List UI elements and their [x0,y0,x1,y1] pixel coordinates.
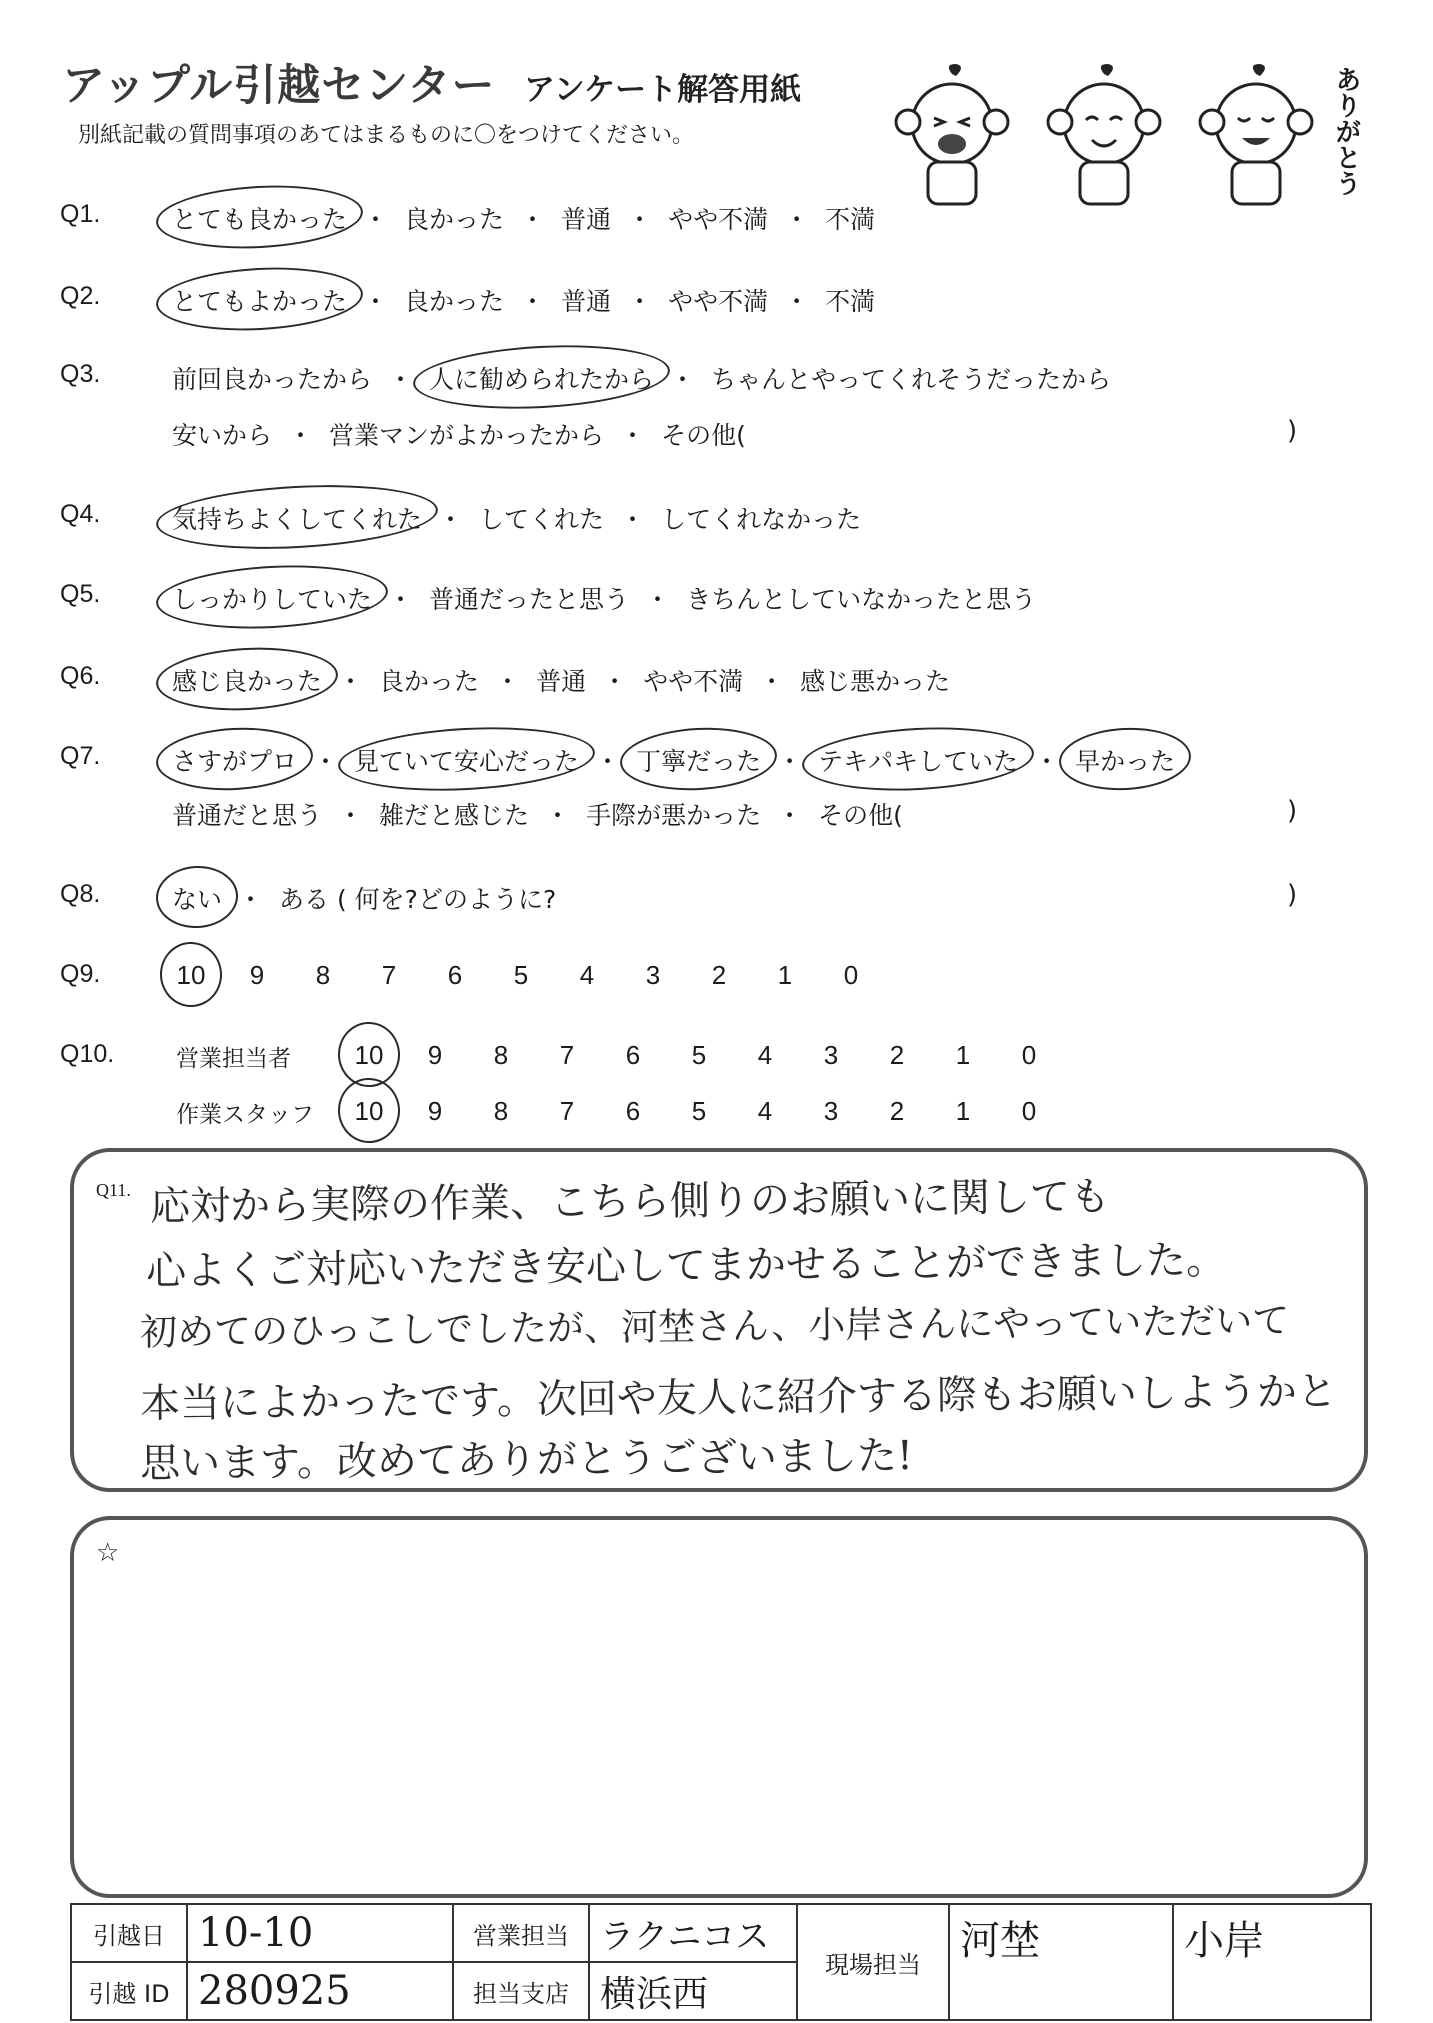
q2-label: Q2. [60,282,101,310]
q2-option[interactable]: やや不満 [668,287,769,316]
q7-option[interactable]: 丁寧だった [636,742,761,778]
q10-score[interactable]: 4 [757,1096,773,1126]
star-icon: ☆ [96,1538,120,1568]
q9-score[interactable]: 6 [447,960,463,990]
q3-option[interactable]: 安いから [172,421,273,450]
monkey-laughing-icon [888,62,1018,212]
q4-label: Q4. [60,500,101,528]
q1-option[interactable]: 不満 [825,205,876,234]
q10-score[interactable]: 0 [1021,1040,1037,1070]
q10-score[interactable]: 9 [427,1040,443,1070]
q10-score[interactable]: 5 [691,1096,707,1126]
q7-option[interactable]: テキパキしていた [818,742,1018,778]
q2-options: とてもよかった ・ 良かった ・ 普通 ・ やや不満 ・ 不満 [172,282,875,318]
q7-option[interactable]: 早かった [1075,742,1175,778]
q7-options-line1: さすがプロ ・ 見ていて安心だった ・ 丁寧だった ・ テキパキしていた ・ 早かった [172,742,1175,778]
q5-label: Q5. [60,580,101,608]
footer-table [70,1903,1372,2021]
q7-label: Q7. [60,742,101,770]
q3-options-line2: 安いから ・ 営業マンがよかったから ・ その他( [172,416,746,452]
site-staff-1[interactable]: 河埜 [949,1904,1173,2020]
q6-label: Q6. [60,662,101,690]
q5-option[interactable]: しっかりしていた [172,580,372,616]
moving-date-label: 引越日 [71,1904,187,1962]
q7-option[interactable]: 見ていて安心だった [354,742,579,778]
q9-score[interactable]: 10 [158,960,224,991]
q6-option[interactable]: 感じ良かった [172,662,322,698]
q8-option[interactable]: ある ( 何を?どのように? [279,885,557,914]
q9-score[interactable]: 9 [249,960,265,990]
q3-option[interactable]: 前回良かったから [172,365,373,394]
q9-score[interactable]: 5 [513,960,529,990]
q3-label: Q3. [60,360,101,388]
q1-options: とても良かった ・ 良かった ・ 普通 ・ やや不満 ・ 不満 [172,200,875,236]
moving-id-label: 引越 ID [71,1962,187,2020]
q9-score[interactable]: 7 [381,960,397,990]
q2-option[interactable]: とてもよかった [172,282,347,318]
moving-id-value[interactable]: 280925 [187,1962,453,2020]
branch-label: 担当支店 [453,1962,589,2020]
q7-options-line2: 普通だと思う ・ 雑だと感じた ・ 手際が悪かった ・ その他( [172,796,903,832]
q10-sales-scores [336,1040,1062,1071]
q9-score[interactable]: 0 [843,960,859,990]
q7-option[interactable]: その他( [818,801,903,830]
q4-option[interactable]: してくれなかった [661,505,862,534]
form-title: アンケート解答用紙 [524,72,802,108]
q5-options: しっかりしていた ・ 普通だったと思う ・ きちんとしていなかったと思う [172,580,1036,616]
q2-option[interactable]: 良かった [404,287,505,316]
q8-options: ない ・ ある ( 何を?どのように? [172,880,556,916]
monkey-smiling-icon [1040,62,1170,212]
comment-line: 心よくご対応いただき安心してまかせることができました。 [145,1237,1227,1295]
q10-staff-scores [336,1096,1062,1127]
q9-score[interactable]: 8 [315,960,331,990]
q1-option[interactable]: やや不満 [668,205,769,234]
q9-score[interactable]: 2 [711,960,727,990]
site-label: 現場担当 [797,1904,949,2020]
q1-option[interactable]: とても良かった [172,200,347,236]
q10-score[interactable]: 7 [559,1040,575,1070]
thanks-text: ありがとう [1331,66,1361,196]
q7-option[interactable]: さすがプロ [172,742,297,778]
q1-option[interactable]: 普通 [561,205,612,234]
q5-option[interactable]: きちんとしていなかったと思う [686,585,1037,614]
q2-option[interactable]: 不満 [825,287,876,316]
q6-option[interactable]: 良かった [379,667,480,696]
memo-box[interactable] [70,1516,1368,1898]
q10-sales-label: 営業担当者 [176,1046,291,1072]
q7-option[interactable]: 手際が悪かった [586,801,762,830]
q9-score[interactable]: 3 [645,960,661,990]
q8-option[interactable]: ない [172,880,222,916]
q10-score[interactable]: 4 [757,1040,773,1070]
q9-score[interactable]: 4 [579,960,595,990]
q3-option[interactable]: その他( [661,421,746,450]
q5-option[interactable]: 普通だったと思う [429,585,630,614]
comment-line: 応対から実際の作業、こちら側りのお願いに関しても [149,1173,1111,1231]
q11-label: Q11. [96,1180,131,1200]
q4-options: 気持ちよくしてくれた ・ してくれた ・ してくれなかった [172,500,861,536]
q6-option[interactable]: やや不満 [643,667,744,696]
q2-option[interactable]: 普通 [561,287,612,316]
q3-option[interactable]: 人に勧められたから [429,360,654,396]
q9-score[interactable]: 1 [777,960,793,990]
sales-label: 営業担当 [453,1904,589,1962]
q10-score[interactable]: 6 [625,1040,641,1070]
moving-date-value[interactable]: 10-10 [187,1904,453,1962]
q10-score[interactable]: 1 [955,1096,971,1126]
q4-option[interactable]: 気持ちよくしてくれた [172,500,422,536]
comment-line: 初めてのひっこしでしたが、河埜さん、小岸さんにやっていただいて [139,1298,1290,1355]
q10-score[interactable]: 8 [493,1096,509,1126]
comment-line: 本当によかったです。次回や友人に紹介する際もお願いしようかと [139,1368,1338,1428]
q3-close-paren: ) [1287,416,1298,446]
company-name: アップル引越センター [62,61,496,111]
q6-option[interactable]: 感じ悪かった [800,667,951,696]
q10-score[interactable]: 3 [823,1040,839,1070]
q10-score[interactable]: 1 [955,1040,971,1070]
sales-value[interactable]: ラクニコス [589,1904,797,1962]
q10-score[interactable]: 9 [427,1096,443,1126]
q6-option[interactable]: 普通 [536,667,587,696]
q10-score[interactable]: 6 [625,1096,641,1126]
q10-score[interactable]: 10 [336,1040,402,1071]
q1-label: Q1. [60,200,101,228]
comment-line: 思います。改めてありがとうございました! [139,1432,914,1488]
q1-option[interactable]: 良かった [404,205,505,234]
branch-value[interactable]: 横浜西 [589,1962,797,2020]
q10-staff-label: 作業スタッフ [176,1102,314,1128]
q7-close-paren: ) [1287,796,1298,826]
site-staff-2[interactable]: 小岸 [1173,1904,1371,2020]
q10-score[interactable]: 8 [493,1040,509,1070]
q3-options-line1: 前回良かったから ・ 人に勧められたから ・ ちゃんとやってくれそうだったから [172,360,1111,396]
instructions: 別紙記載の質問事項のあてはまるものに〇をつけてください。 [78,123,695,148]
q9-label: Q9. [60,960,101,988]
q10-score[interactable]: 10 [336,1096,402,1127]
q8-label: Q8. [60,880,101,908]
monkey-happy-icon [1192,62,1322,212]
q4-option[interactable]: してくれた [479,505,605,534]
q10-score[interactable]: 0 [1021,1096,1037,1126]
q10-score[interactable]: 2 [889,1096,905,1126]
q9-scores [158,960,884,991]
q3-option[interactable]: ちゃんとやってくれそうだったから [711,365,1112,394]
q3-option[interactable]: 営業マンがよかったから [329,421,605,450]
q7-option[interactable]: 雑だと感じた [379,801,530,830]
q6-options: 感じ良かった ・ 良かった ・ 普通 ・ やや不満 ・ 感じ悪かった [172,662,950,698]
q10-score[interactable]: 3 [823,1096,839,1126]
q10-label: Q10. [60,1040,115,1068]
q10-score[interactable]: 5 [691,1040,707,1070]
q10-score[interactable]: 2 [889,1040,905,1070]
q10-score[interactable]: 7 [559,1096,575,1126]
q8-close-paren: ) [1287,880,1298,910]
q7-option[interactable]: 普通だと思う [172,801,323,830]
